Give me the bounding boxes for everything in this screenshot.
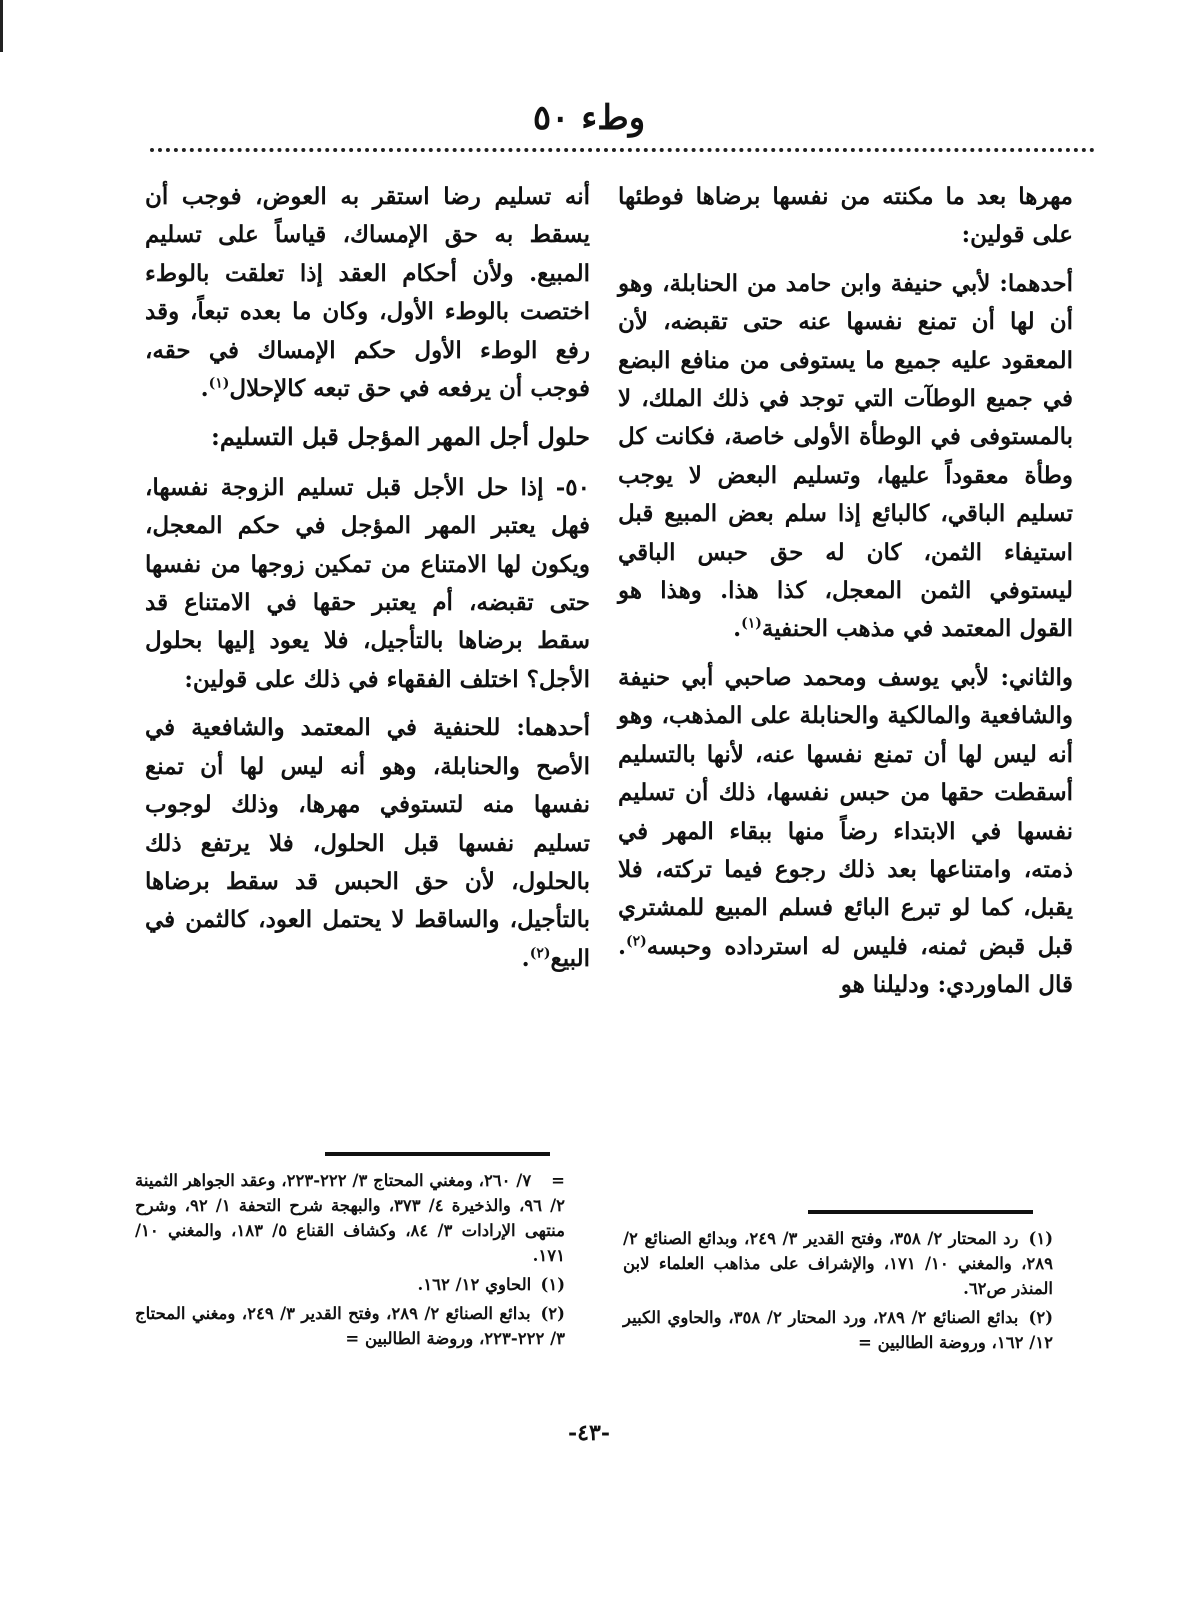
right-column <box>618 178 1073 1005</box>
scan-edge-mark <box>0 0 3 52</box>
left-paragraph-3-lead: أحدهما: <box>516 714 591 742</box>
footnote-mark: (٢) <box>1028 1308 1053 1327</box>
footnote-item <box>623 1226 1053 1301</box>
footnote-item <box>623 1305 1053 1355</box>
right-paragraph-1: مهرها بعد ما مكنته من نفسها برضاها فوطئها على قولين: <box>618 183 1073 249</box>
left-paragraph-2: ٥٠- إذا حل الأجل قبل تسليم الزوجة نفسها، فهل يعتبر المهر المؤجل في حكم المعجل، ويكون لها الامتناع من تمكين زوجها من نفسها حتى تقبضه، أم يعتبر حقها في الامتناع قد سقط برضاها بالتأجيل، فلا يعود إليها بحلول الأجل؟ اختلف الفقهاء في ذلك على قولين: <box>145 473 590 693</box>
right-paragraph-2 <box>618 265 1073 649</box>
footnote-item <box>135 1301 565 1351</box>
left-paragraph-3-text: للحنفية في المعتمد والشافعية في الأصح والحنابلة، وهو أنه ليس لها أن تمنع نفسها منه لتستوفي مهرها، وذلك لوجوب تسليم نفسها قبل الحلول، فلا يرتفع ذلك بالحلول، لأن حق الحبس قد سقط برضاها بالتأجيل، والساقط لا يحتمل العود، كالثمن في البيع <box>145 714 590 972</box>
footnote-item <box>135 1272 565 1297</box>
right-paragraph-3-text: لأبي يوسف ومحمد صاحبي أبي حنيفة والشافعية والمالكية والحنابلة على المذهب، وهو أنه ليس لها أن تمنع نفسها عنه، لأنها بالتسليم أسقطت حقها من حبس نفسها، ذلك أن تسليم نفسها في الابتداء رضاً منها ببقاء المهر في ذمته، وامتناعها بعد ذلك رجوع فيما تركته، فلا يقبل، كما لو تبرع البائع فسلم المبيع للمشتري قبل قبض ثمنه، فليس له استرداده وحبسه <box>618 663 1073 960</box>
footnote-continuation <box>135 1168 565 1268</box>
footnote-ref: (١) <box>741 615 762 632</box>
right-paragraph-2-end: . <box>733 615 742 643</box>
footnote-mark: (١) <box>1028 1229 1053 1248</box>
left-paragraph-1 <box>145 178 590 408</box>
left-footnote-separator <box>325 1152 550 1156</box>
footnote-text: بدائع الصنائع ٢/ ٢٨٩، ورد المحتار ٢/ ٣٥٨، والحاوي الكبير ١٢/ ١٦٢، وروضة الطالبين = <box>623 1308 1053 1352</box>
right-paragraph-3-lead: والثاني: <box>1000 663 1074 691</box>
footnote-text: الحاوي ١٢/ ١٦٢. <box>417 1275 532 1294</box>
page-number: -٤٣- <box>568 1420 610 1446</box>
header-dotted-rule <box>150 148 1095 152</box>
left-column <box>145 178 590 978</box>
footnote-text: بدائع الصنائع ٢/ ٢٨٩، وفتح القدير ٣/ ٢٤٩، ومغني المحتاج ٣/ ٢٢٢-٢٢٣، وروضة الطالبين = <box>135 1304 565 1348</box>
footnote-ref: (٢) <box>626 933 647 950</box>
right-paragraph-2-text: لأبي حنيفة وابن حامد من الحنابلة، وهو أن لها أن تمنع نفسها عنه حتى تقبضه، لأن المعقود عليه جميع ما يستوفى من منافع البضع في جميع الوطآت التي توجد في ذلك الملك، لا بالمستوفى في الوطأة الأولى خاصة، فكانت كل وطأة معقوداً عليها، وتسليم البعض لا يوجب تسليم الباقي، كالبائع إذا سلم بعض المبيع قبل استيفاء الثمن، كان له حق حبس الباقي ليستوفي الثمن المعجل، كذا هذا. وهذا هو القول المعتمد في مذهب الحنفية <box>618 269 1073 643</box>
footnote-mark: = <box>551 1171 565 1190</box>
section-heading: حلول أجل المهر المؤجل قبل التسليم: <box>210 422 590 452</box>
right-paragraph-2-lead: أحدهما: <box>999 269 1074 297</box>
footnote-text: رد المحتار ٢/ ٣٥٨، وفتح القدير ٣/ ٢٤٩، وبدائع الصنائع ٢/ ٢٨٩، والمغني ١٠/ ١٧١، والإشراف على مذاهب العلماء لابن المنذر ص٦٢. <box>623 1229 1053 1298</box>
right-paragraph-3 <box>618 659 1073 1005</box>
footnote-ref: (٢) <box>529 945 551 962</box>
footnote-mark: (١) <box>540 1275 565 1294</box>
page-header-title: وطء ٥٠ <box>532 98 646 138</box>
left-paragraph-3-end: . <box>521 944 530 972</box>
footnote-mark: (٢) <box>540 1304 565 1323</box>
left-paragraph-3 <box>145 709 590 978</box>
footnote-text: ٧/ ٢٦٠، ومغني المحتاج ٣/ ٢٢٢-٢٢٣، وعقد الجواهر الثمينة ٢/ ٩٦، والذخيرة ٤/ ٣٧٣، والبهجة شرح التحفة ١/ ٩٢، وشرح منتهى الإرادات ٣/ ٨٤، وكشاف القناع ٥/ ١٨٣، والمغني ١٠/ ١٧١. <box>135 1171 565 1265</box>
right-footnote-separator <box>808 1210 1033 1214</box>
footnote-ref: (١) <box>208 375 230 392</box>
left-footnotes <box>135 1168 565 1355</box>
left-paragraph-1-end: . <box>200 375 209 403</box>
right-footnotes <box>623 1226 1053 1359</box>
left-paragraph-1-text: أنه تسليم رضا استقر به العوض، فوجب أن يسقط به حق الإمساك، قياساً على تسليم المبيع. ولأن أحكام العقد إذا تعلقت بالوطء اختصت بالوطء الأول، وكان ما بعده تبعاً، وقد رفع الوطء الأول حكم الإمساك في حقه، فوجب أن يرفعه في حق تبعه كالإحلال <box>145 183 590 403</box>
right-paragraph-3-end: . قال الماوردي: ودليلنا هو <box>618 932 1073 999</box>
